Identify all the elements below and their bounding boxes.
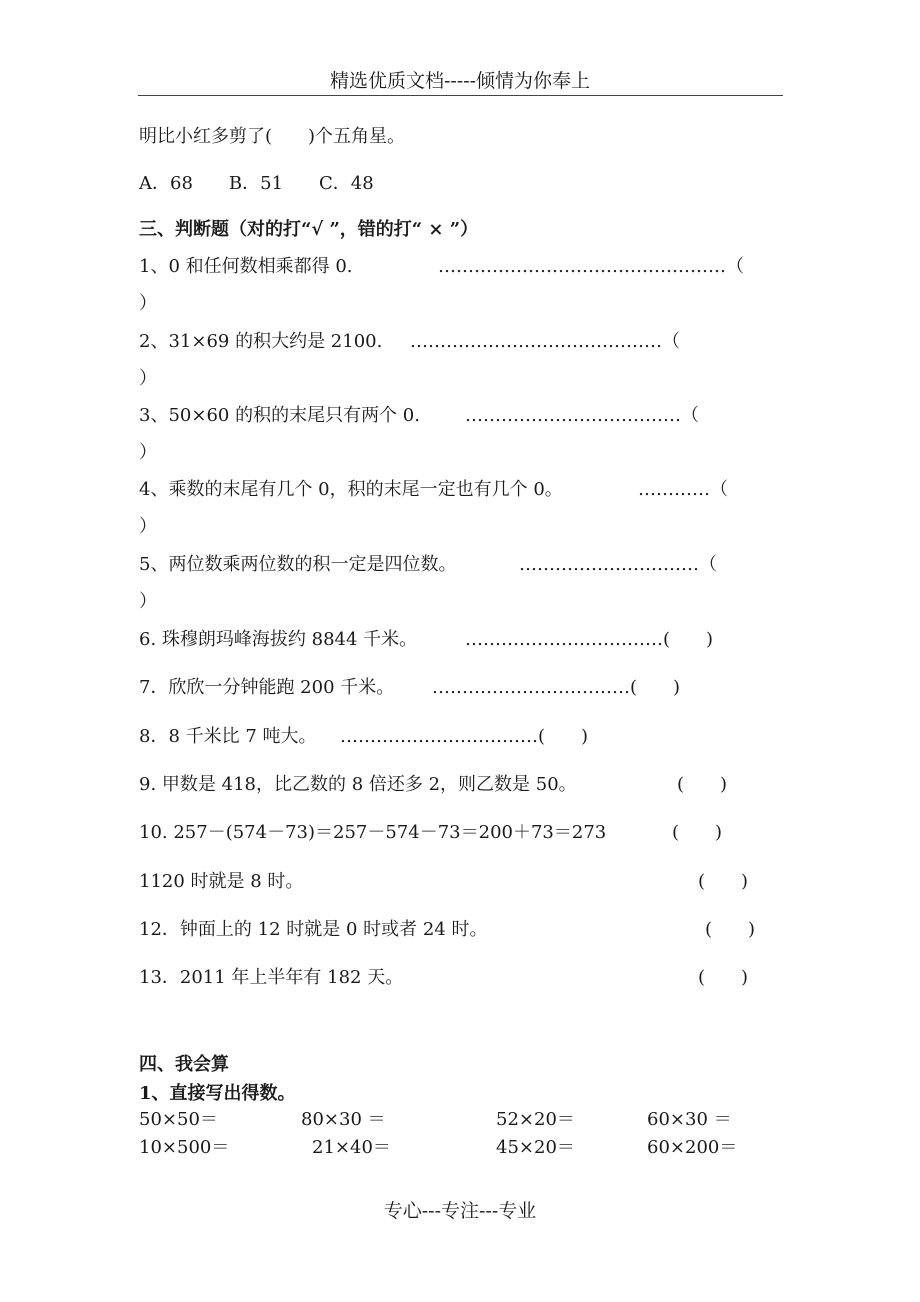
judge-item-6-dots: ……………………………( ) [465,629,714,650]
judge-item-10: 10. 257－(574－73)＝257－574－73＝200＋73＝273 [139,822,607,843]
calc-cell: 21×40＝ [312,1137,391,1158]
judge-item-4-dots: …………（ [638,479,728,500]
section-3-title: 三、判断题（对的打“√ ”，错的打“ × ”） [139,219,479,240]
judge-item-1-dots: …………………………………………（ [438,256,744,277]
judge-item-12: 12．钟面上的 12 时就是 0 时或者 24 时。 [139,919,488,940]
calc-cell: 52×20＝ [496,1109,575,1130]
judge-item-2-close: ） [139,368,157,389]
judge-item-4-close: ） [139,516,157,537]
question-line: 明比小红多剪了( )个五角星。 [139,126,406,147]
judge-item-9: 9. 甲数是 418，比乙数的 8 倍还多 2，则乙数是 50。 [139,774,577,795]
judge-item-3-dots: ………………………………（ [465,405,699,426]
judge-item-11-paren: ( ) [698,871,749,892]
judge-item-2: 2、31×69 的积大约是 2100. [139,331,383,352]
answer-options: A．68 B．51 C．48 [139,173,374,194]
page-footer: 专心---专注---专业 [383,1200,537,1222]
judge-item-11: 1120 时就是 8 时。 [139,871,304,892]
judge-item-1: 1、0 和任何数相乘都得 0. [139,256,353,277]
judge-item-13-paren: ( ) [698,967,749,988]
calc-cell: 60×30 ＝ [647,1109,732,1130]
section-4-title: 四、我会算 [139,1054,229,1075]
judge-item-5-close: ） [139,591,157,612]
calc-cell: 10×500＝ [139,1137,230,1158]
judge-item-12-paren: ( ) [705,919,756,940]
section-4-subtitle: 1、直接写出得数。 [139,1083,296,1104]
judge-item-4: 4、乘数的末尾有几个 0，积的末尾一定也有几个 0。 [139,479,563,500]
calc-cell: 45×20＝ [496,1137,575,1158]
judge-item-8-dots: ……………………………( ) [340,726,589,747]
judge-item-7: 7．欣欣一分钟能跑 200 千米。 [139,677,395,698]
judge-item-5-dots: …………………………（ [519,554,717,575]
judge-item-7-dots: ……………………………( ) [432,677,681,698]
page-header: 精选优质文档-----倾情为你奉上 [329,70,591,92]
judge-item-3-close: ） [139,442,157,463]
judge-item-1-close: ） [139,293,157,314]
header-divider [138,95,783,96]
judge-item-9-paren: ( ) [677,774,728,795]
judge-item-13: 13．2011 年上半年有 182 天。 [139,967,404,988]
judge-item-8: 8．8 千米比 7 吨大。 [139,726,317,747]
judge-item-3: 3、50×60 的积的末尾只有两个 0. [139,405,420,426]
judge-item-5: 5、两位数乘两位数的积一定是四位数。 [139,554,457,575]
judge-item-2-dots: ……………………………………（ [410,331,680,352]
calc-cell: 60×200＝ [647,1137,738,1158]
calc-cell: 50×50＝ [139,1109,218,1130]
judge-item-6: 6. 珠穆朗玛峰海拔约 8844 千米。 [139,629,418,650]
judge-item-10-paren: ( ) [672,822,723,843]
calc-cell: 80×30 ＝ [301,1109,386,1130]
